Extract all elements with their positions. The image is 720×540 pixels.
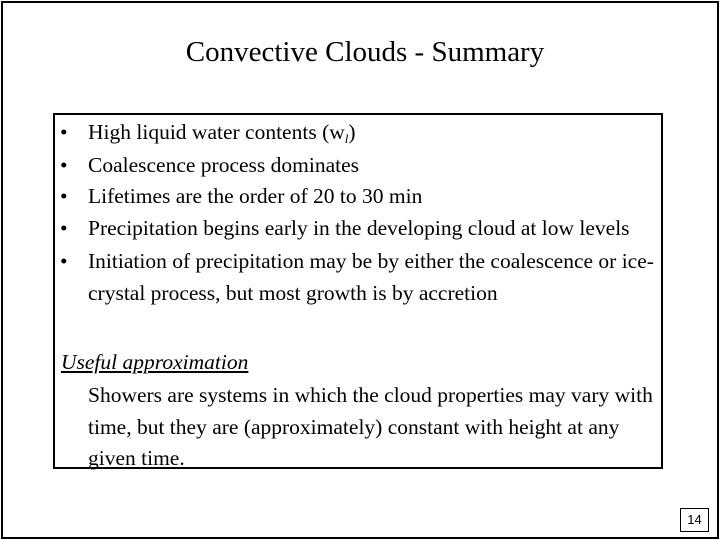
bullet-text-main: High liquid water contents (w [88,120,345,144]
bullet-text: Lifetimes are the order of 20 to 30 min [88,184,423,208]
bullet-text: Coalescence process dominates [88,152,360,177]
bullet-icon: • [60,120,68,144]
bullet-list [60,117,660,309]
bullet-item [60,117,660,149]
bullet-icon: • [60,184,68,208]
bullet-icon: • [60,152,68,177]
bullet-item [60,246,660,309]
bullet-text: Initiation of precipitation may be by either the coalescence or ice-crystal process, but most growth is by accretion [88,249,654,305]
bullet-item [60,213,660,245]
bullet-text: Precipitation begins early in the developing cloud at low levels [88,215,630,240]
bullet-item [60,181,660,213]
page-number: 14 [680,508,709,532]
bullet-subscript: l [344,131,349,146]
bullet-icon: • [60,249,68,273]
useful-approximation-body: Showers are systems in which the cloud properties may vary with time, but they are (approximately) constant with height at any given time. [88,383,653,470]
bullet-text [88,120,356,144]
bullet-icon: • [60,215,68,240]
bullet-text-suffix: ) [348,120,356,144]
bullet-item [60,150,660,182]
useful-approximation-heading: Useful approximation [61,350,249,374]
slide-title: Convective Clouds - Summary [185,36,545,68]
